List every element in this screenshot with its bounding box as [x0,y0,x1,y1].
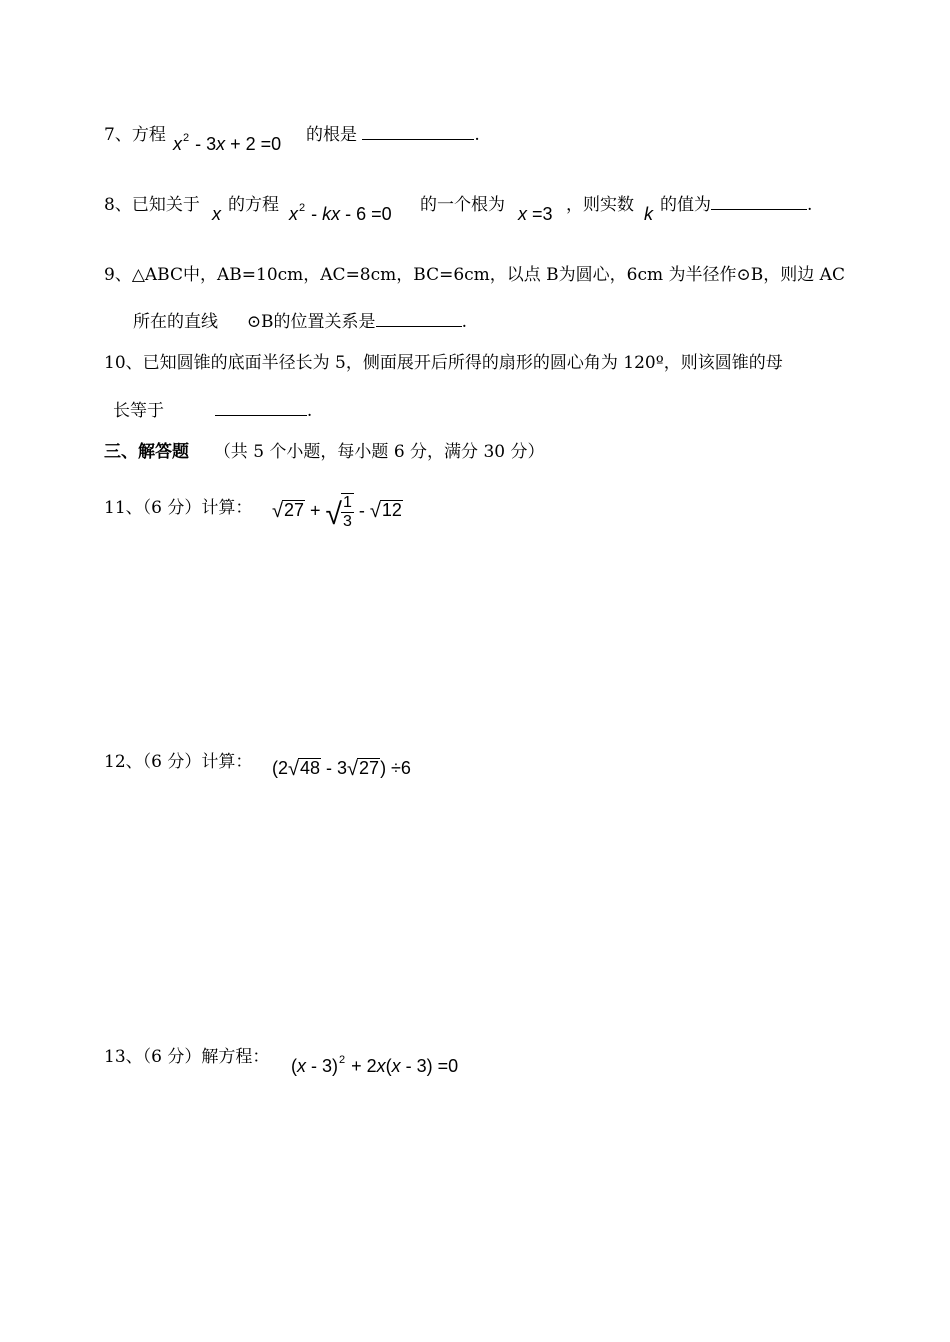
question-12: 12、（6 分）计算： [104,752,253,772]
question-number: 8、 [104,195,132,215]
section-title: 三、解答题 [104,442,189,462]
question-10 [104,348,783,373]
question-text: △ABC中，AB=10cm，AC=8cm，BC=6cm，以点 B为圆心，6cm 为半径作⊙B，则边 AC [131,265,845,285]
question-8-text2: 的方程 [228,195,279,215]
question-number: 7、 [104,125,132,145]
question-8-text5: 的值为 . [660,195,813,215]
answer-blank[interactable] [711,195,807,210]
question-10-line2: 长等于 . [113,401,313,421]
variable-x: x [212,204,221,224]
expression-q11: √27 + √ $\frac{1}{3}$ - √12 [272,494,402,532]
question-8: 8、已知关于 [104,195,200,215]
answer-blank[interactable] [376,312,462,327]
equation-q8: $x^2$ - kx - 6 =0 [289,202,392,224]
question-13: 13、（6 分）解方程： [104,1047,270,1067]
question-text: 方程 [131,125,166,145]
question-9 [104,260,845,285]
expression-q12: (2√48 - 3√27) ÷6 [272,758,411,780]
question-8-text4: ，则实数 [566,195,634,215]
question-11: 11、（6 分）计算： [104,498,253,518]
answer-blank[interactable] [215,401,307,416]
root-value: x =3 [518,204,553,224]
answer-blank[interactable] [362,125,474,140]
question-number: 9、 [104,265,132,285]
question-text: 已知圆锥的底面半径长为 5，侧面展开后所得的扇形的圆心角为 120º，则该圆锥的母 [142,353,783,373]
equation-q13: (x - 3)$^2$ + 2x(x - 3) =0 [291,1054,459,1076]
question-number: 10、 [104,353,143,373]
question-9-line2: 所在的直线 ⊙B的位置关系是 . [133,312,467,332]
question-8-text3: 的一个根为 [420,195,505,215]
question-7 [104,120,166,145]
section-heading [104,437,545,462]
equation-q7: $x^2 - 3x + 2 =0$ [173,132,282,154]
question-7-blank-line: 的根是 . [306,125,480,145]
variable-k: k [644,204,653,224]
section-note: （共 5 个小题，每小题 6 分，满分 30 分） [213,442,545,462]
